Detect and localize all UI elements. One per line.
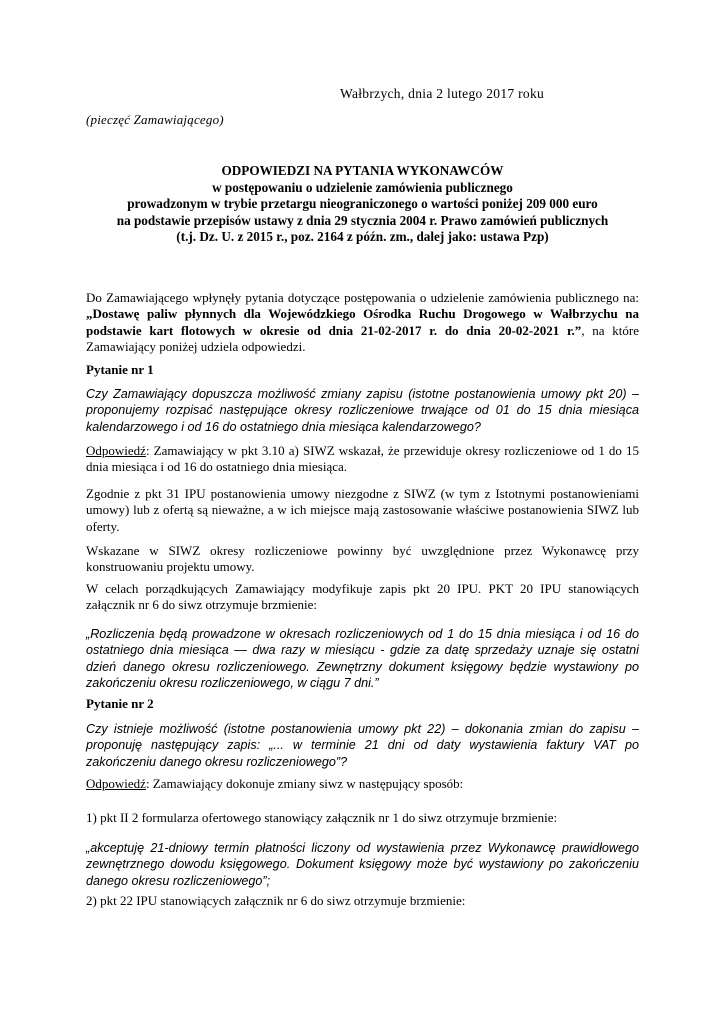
intro-paragraph — [86, 290, 639, 356]
answer-2 — [86, 776, 639, 792]
question-1-text: Czy Zamawiający dopuszcza możliwość zmiany zapisu (istotne postanowienia umowy pkt 20) – proponujemy rozpisać następujące okresy rozliczeniowe trwające od 01 do 15 dnia miesiąca kalendarzowego i od 16 do ostatniego dnia miesiąca kalendarzowego? — [86, 387, 639, 434]
stamp-placeholder: (pieczęć Zamawiającego) — [86, 112, 224, 127]
intro-prefix: Do Zamawiającego wpłynęły pytania dotyczące postępowania o udzielenie zamówienia publicznego na: — [86, 290, 639, 305]
answer-1-paragraph-3: Wskazane w SIWZ okresy rozliczeniowe powinny być uwzględnione przez Wykonawcę przy konstruowaniu projektu umowy. — [86, 543, 639, 575]
title-line-2: w postępowaniu o udzielenie zamówienia publicznego — [212, 179, 513, 195]
question-2-heading: Pytanie nr 2 — [86, 696, 154, 711]
answer-2-label: Odpowiedź — [86, 776, 146, 791]
answer-1-label: Odpowiedź — [86, 443, 146, 458]
title-line-1: ODPOWIEDZI NA PYTANIA WYKONAWCÓW — [221, 163, 504, 178]
procurement-subject: „Dostawę paliw płynnych dla Wojewódzkiego Ośrodka Ruchu Drogowego w Wałbrzychu na podstawie kart flotowych w okresie od dnia 21-02-2017 r. do dnia 20-02-2021 r.” — [86, 306, 639, 338]
answer-1-text: : Zamawiający w pkt 3.10 a) SIWZ wskazał, że przewiduje okresy rozliczeniowe od 1 do 15 dnia miesiąca i od 16 do ostatniego dnia miesiąca. — [86, 443, 639, 475]
date-line: Wałbrzych, dnia 2 lutego 2017 roku — [340, 86, 545, 101]
answer-1-paragraph-2: Zgodnie z pkt 31 IPU postanowienia umowy niezgodne z SIWZ (w tym z Istotnymi postanowieniami umowy) lub z ofertą są nieważne, a w ich miejsce mają zastosowanie właściwe postanowienia SIWZ lub oferty. — [86, 486, 639, 534]
title-line-4: na podstawie przepisów ustawy z dnia 29 stycznia 2004 r. Prawo zamówień publicznych — [116, 212, 609, 228]
answer-2-quote-1: „akceptuję 21-dniowy termin płatności liczony od wystawienia przez Wykonawcę prawidłowego zewnętrznego dowodu księgowego. Dokument księgowy może być wystawiony po zakończeniu danego okresu rozliczeniowego”; — [86, 841, 639, 888]
answer-1-quote: „Rozliczenia będą prowadzone w okresach rozliczeniowych od 1 do 15 dnia miesiąca i od 16 do ostatniego dnia miesiąca — dwa razy w miesiącu - gdzie za datę sprzedaży uznaje się ostatni dzień danego okresu rozliczeniowego. Zewnętrzny dokument księgowy będzie wystawiony po zakończeniu okresu rozliczeniowego, w ciągu 7 dni.” — [86, 627, 639, 691]
answer-1 — [86, 443, 639, 476]
answer-2-item-2: 2) pkt 22 IPU stanowiących załącznik nr 6 do siwz otrzymuje brzmienie: — [86, 893, 466, 908]
title-line-3: prowadzonym w trybie przetargu nieograniczonego o wartości poniżej 209 000 euro — [127, 196, 598, 212]
answer-2-item-1: 1) pkt II 2 formularza ofertowego stanowiący załącznik nr 1 do siwz otrzymuje brzmienie: — [86, 810, 558, 825]
title-line-5: (t.j. Dz. U. z 2015 r., poz. 2164 z późn. zm., dalej jako: ustawa Pzp) — [176, 229, 549, 245]
question-1-heading: Pytanie nr 1 — [86, 362, 154, 377]
question-2-text: Czy istnieje możliwość (istotne postanowienia umowy pkt 22) – dokonania zmian do zapisu – proponuję następujący zapis: „... w terminie 21 dni od daty wystawienia faktury VAT po zakończeniu danego okresu rozliczeniowego”? — [86, 722, 639, 769]
intro-suffix: , na które Zamawiający poniżej udziela odpowiedzi. — [86, 322, 640, 355]
answer-2-text: : Zamawiający dokonuje zmiany siwz w następujący sposób: — [145, 776, 464, 791]
document-title — [86, 163, 639, 246]
answer-1-paragraph-4: W celach porządkujących Zamawiający modyfikuje zapis pkt 20 IPU. PKT 20 IPU stanowiących załącznik nr 6 do siwz otrzymuje brzmienie: — [86, 581, 639, 613]
